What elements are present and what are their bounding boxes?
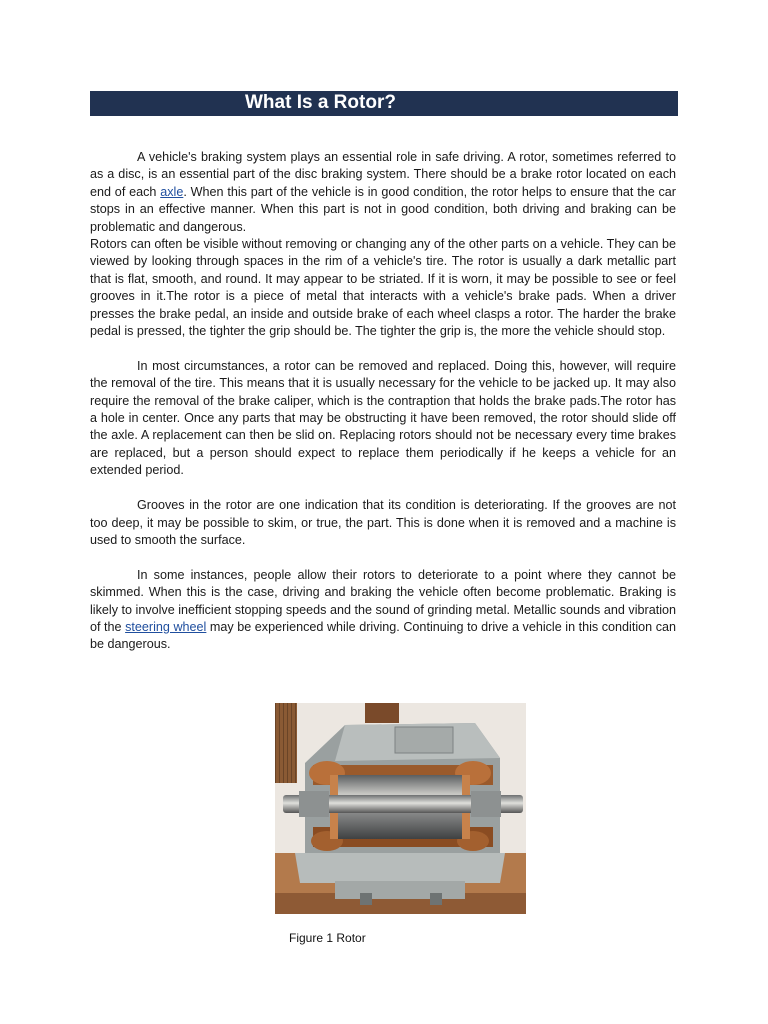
paragraph-text: Grooves in the rotor are one indication that its condition is deteriorating. If the grooves are not too deep, it may be possible to skim, or true, the part. This is done when it is removed and a machine is used to smooth the surface. xyxy=(90,498,676,547)
paragraph xyxy=(90,497,676,549)
title-banner xyxy=(90,91,678,116)
paragraph-text: In most circumstances, a rotor can be removed and replaced. Doing this, however, will require the removal of the tire. This means that it is usually necessary for the vehicle to be jacked up. It may also require the removal of the brake caliper, which is the contraption that holds the brake pads.The rotor has a hole in center. Once any parts that may be obstructing it have been removed, the rotor should slide off the axle. A replacement can then be slid on. Replacing rotors should not be necessary every time brakes are replaced, but a person should expect to replace them periodically if he keeps a vehicle for an extended period. xyxy=(90,358,676,478)
rotor-figure-image xyxy=(275,703,526,914)
paragraph xyxy=(90,236,676,340)
paragraph xyxy=(90,567,676,654)
figure-caption: Figure 1 Rotor xyxy=(289,931,366,945)
paragraph xyxy=(90,149,676,236)
paragraph-text: A vehicle's braking system plays an essential role in safe driving. A rotor, sometimes referred to as a disc, is an essential part of the disc braking system. There should be a brake rotor located on each end of each xyxy=(90,150,676,199)
paragraph-text: . When this part of the vehicle is in good condition, the rotor helps to ensure that the car stops in an effective manner. When this part is not in good condition, both driving and braking can be problematic and dangerous. xyxy=(90,184,676,234)
paragraph-text: In some instances, people allow their rotors to deteriorate to a point where they cannot be skimmed. When this is the case, driving and braking the vehicle often become problematic. Braking is likely to involve inefficient stopping speeds and the sound of grinding metal. Metallic sounds and vibration of the xyxy=(90,567,676,634)
paragraph-text: Rotors can often be visible without removing or changing any of the other parts on a vehicle. They can be viewed by looking through spaces in the rim of a vehicle's tire. The rotor is usually a dark metallic part that is flat, smooth, and round. It may appear to be striated. If it is worn, it may be possible to see or feel grooves in it.The rotor is a piece of metal that interacts with a vehicle's brake pads. When a driver presses the brake pedal, an inside and outside brake of each wheel clasps a rotor. The harder the brake pedal is pressed, the tighter the grip should be. The tighter the grip is, the more the vehicle should stop. xyxy=(90,237,676,339)
paragraph xyxy=(90,358,676,480)
paragraph-text: may be experienced while driving. Continuing to drive a vehicle in this condition can be dangerous. xyxy=(90,619,677,652)
page-title: What Is a Rotor? xyxy=(245,92,396,113)
article-body xyxy=(90,149,676,654)
inline-link[interactable]: steering wheel xyxy=(125,619,207,634)
inline-link[interactable]: axle xyxy=(160,184,184,199)
